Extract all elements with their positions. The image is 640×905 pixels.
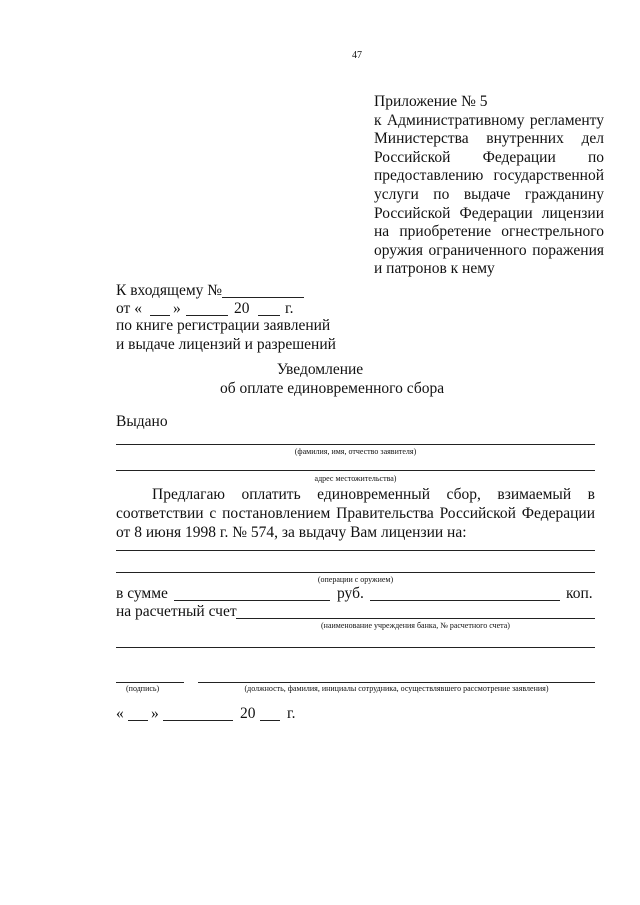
body-line: от 8 июня 1998 г. № 574, за выдачу Вам лицензии на:: [116, 524, 467, 541]
issued-name-field[interactable]: [116, 444, 595, 445]
sum-rub-field[interactable]: [174, 600, 330, 601]
incoming-register-line: по книге регистрации заявлений: [116, 317, 331, 334]
account-field-2[interactable]: [116, 647, 595, 648]
footer-date-open: «: [116, 705, 124, 722]
notice-title: Уведомление: [276, 361, 364, 378]
footer-year-prefix: 20: [240, 705, 256, 722]
position-field[interactable]: [198, 682, 595, 683]
incoming-year-suffix: г.: [285, 300, 294, 317]
notice-subtitle: об оплате единовременного сбора: [220, 380, 445, 397]
appendix-line: предоставлению государственной: [374, 167, 604, 185]
operations-field-2[interactable]: [116, 572, 595, 573]
incoming-day-field[interactable]: [150, 315, 170, 316]
kop-label: коп.: [566, 585, 593, 602]
account-field[interactable]: [236, 618, 595, 619]
appendix-block: [374, 93, 604, 279]
incoming-date-close: »: [173, 300, 181, 317]
appendix-line: Министерства внутренних дел: [374, 130, 604, 148]
issued-address-field[interactable]: [116, 470, 595, 471]
incoming-date-open: от «: [116, 300, 142, 317]
sum-label: в сумме: [116, 585, 168, 602]
incoming-month-field[interactable]: [186, 315, 228, 316]
footer-month-field[interactable]: [163, 720, 233, 721]
bank-caption: (наименование учреждения банка, № расчетного счета): [321, 621, 510, 630]
rub-label: руб.: [337, 585, 364, 602]
appendix-line: услуги по выдаче гражданину: [374, 185, 604, 203]
body-line: соответствии с постановлением Правительства Российской Федерации: [116, 505, 595, 522]
incoming-year-field[interactable]: [258, 315, 280, 316]
page-number: 47: [352, 50, 362, 61]
signature-caption: (подпись): [126, 684, 160, 693]
operations-field-1[interactable]: [116, 550, 595, 551]
footer-year-field[interactable]: [260, 720, 280, 721]
appendix-line: Российской Федерации по: [374, 148, 604, 166]
appendix-line: к Административному регламенту: [374, 111, 604, 129]
issued-name-caption: (фамилия, имя, отчество заявителя): [294, 447, 417, 456]
operations-caption: (операции с оружием): [317, 575, 394, 584]
appendix-line: на приобретение огнестрельного: [374, 223, 604, 241]
appendix-line: и патронов к нему: [374, 260, 495, 278]
footer-day-field[interactable]: [128, 720, 148, 721]
appendix-line: Российской Федерации лицензии: [374, 204, 604, 222]
issued-label: Выдано: [116, 413, 168, 430]
appendix-line: оружия ограниченного поражения: [374, 241, 604, 259]
sum-kop-field[interactable]: [370, 600, 560, 601]
body-paragraph: [116, 485, 595, 542]
incoming-number-field[interactable]: [222, 297, 304, 298]
incoming-year-prefix: 20: [234, 300, 250, 317]
footer-date-close: »: [151, 705, 159, 722]
signature-field[interactable]: [116, 682, 184, 683]
appendix-title: Приложение № 5: [374, 93, 488, 110]
body-line: Предлагаю оплатить единовременный сбор, взимаемый в: [152, 486, 595, 503]
position-caption: (должность, фамилия, инициалы сотрудника, осуществлявшего рассмотрение заявления): [244, 684, 549, 693]
incoming-register-line: и выдаче лицензий и разрешений: [116, 336, 336, 353]
issued-address-caption: адрес местожительства): [314, 474, 397, 483]
account-label: на расчетный счет: [116, 603, 237, 620]
incoming-number-label: К входящему №: [116, 282, 223, 299]
footer-year-suffix: г.: [287, 705, 296, 722]
